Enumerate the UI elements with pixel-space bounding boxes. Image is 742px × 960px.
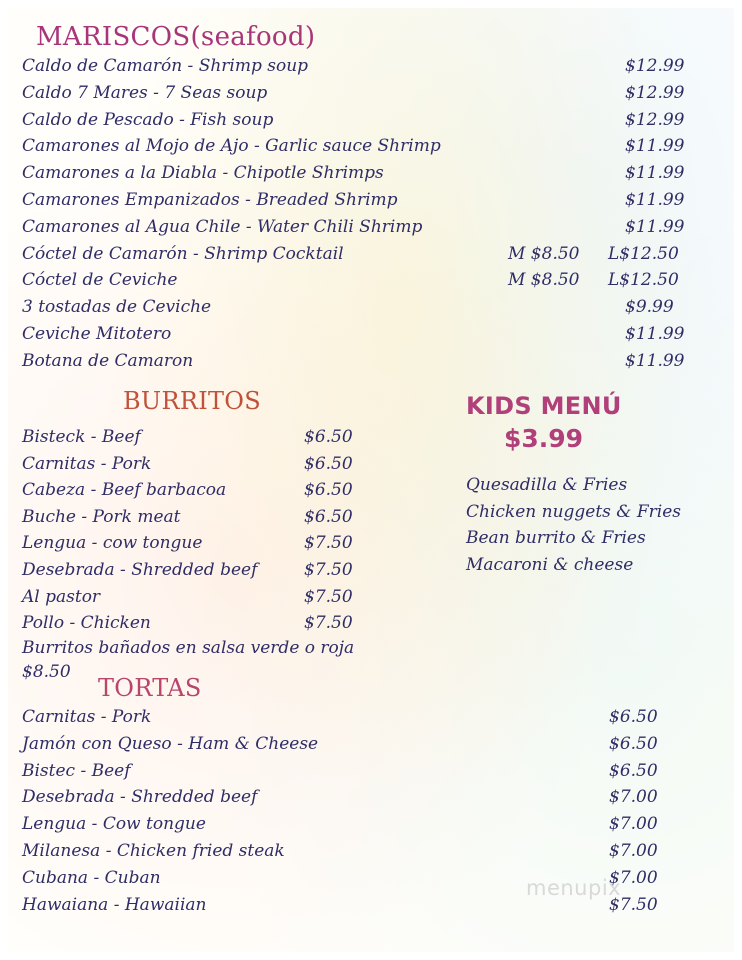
item-name: Desebrada - Shredded beef: [22, 560, 258, 580]
burritos-item: [22, 427, 367, 454]
tortas-item: [22, 707, 712, 734]
item-price: $11.99: [625, 163, 685, 184]
burritos-special-price: $8.50: [22, 662, 71, 682]
tortas-item: [22, 814, 712, 841]
item-name: Bistec - Beef: [22, 760, 131, 781]
burritos-item: [22, 507, 367, 534]
mariscos-item: [22, 163, 712, 190]
tortas-header: TORTAS: [98, 674, 202, 702]
item-name: Macaroni & cheese: [466, 554, 634, 575]
item-price: $6.50: [304, 427, 353, 447]
item-name: Jamón con Queso - Ham & Cheese: [22, 733, 319, 754]
item-price: $12.99: [625, 56, 685, 76]
mariscos-item: [22, 324, 712, 351]
item-price: $6.50: [609, 733, 658, 754]
item-price-large: L$12.50: [608, 243, 679, 264]
item-price: $7.50: [304, 560, 353, 580]
item-name: Chicken nuggets & Fries: [466, 501, 681, 522]
item-name: Pollo - Chicken: [22, 613, 151, 634]
kids-menu-header: KIDS MENÚ: [466, 392, 622, 420]
item-price-medium: M $8.50: [508, 243, 580, 264]
item-price: $11.99: [625, 190, 685, 210]
mariscos-item: [22, 136, 712, 163]
item-name: Bean burrito & Fries: [466, 528, 646, 548]
item-name: Milanesa - Chicken fried steak: [22, 841, 285, 861]
item-name: Camarones al Mojo de Ajo - Garlic sauce Shrimp: [22, 136, 441, 157]
mariscos-item: [22, 351, 712, 378]
item-price: $11.99: [625, 350, 685, 371]
burritos-item: [22, 454, 367, 481]
item-name: Cubana - Cuban: [22, 867, 161, 888]
burritos-special-name: Burritos bañados en salsa verde o roja: [22, 638, 355, 658]
item-name: Lengua - Cow tongue: [22, 814, 206, 835]
item-price: $7.00: [609, 814, 658, 835]
item-name: Desebrada - Shredded beef: [22, 787, 258, 808]
menupix-watermark: menupix: [526, 876, 622, 900]
item-price: $12.99: [625, 109, 685, 130]
kids-menu-item: [466, 502, 716, 529]
item-price: $7.50: [609, 894, 658, 915]
item-name: Cabeza - Beef barbacoa: [22, 480, 227, 501]
mariscos-header: MARISCOS(seafood): [36, 22, 316, 52]
item-price: $7.50: [304, 533, 353, 554]
item-name: Caldo de Camarón - Shrimp soup: [22, 56, 309, 76]
item-price: $6.50: [609, 760, 658, 781]
burritos-item: [22, 560, 367, 587]
item-price: $7.50: [304, 586, 353, 607]
burritos-header: BURRITOS: [123, 387, 262, 415]
mariscos-item: [22, 83, 712, 110]
burritos-item: [22, 480, 367, 507]
mariscos-item: [22, 244, 712, 271]
item-name: Camarones al Agua Chile - Water Chili Shrimp: [22, 216, 423, 237]
item-name: Quesadilla & Fries: [466, 475, 628, 495]
item-price: $6.50: [304, 506, 353, 527]
item-name: Carnitas - Pork: [22, 453, 152, 474]
item-name: 3 tostadas de Ceviche: [22, 297, 212, 318]
kids-menu-item: [466, 555, 716, 582]
item-price: $7.00: [609, 867, 658, 888]
kids-menu-item: [466, 528, 716, 555]
item-price: $6.50: [304, 453, 353, 474]
item-price: $6.50: [304, 480, 353, 501]
item-price: $12.99: [625, 82, 685, 103]
item-price-medium: M $8.50: [508, 270, 580, 291]
mariscos-item: [22, 217, 712, 244]
item-name: Ceviche Mitotero: [22, 324, 172, 344]
item-name: Bisteck - Beef: [22, 427, 141, 447]
item-price: $9.99: [625, 297, 674, 318]
item-name: Botana de Camaron: [22, 350, 194, 371]
item-price: $7.50: [304, 613, 353, 634]
burritos-item: [22, 613, 367, 640]
burritos-special-item: [22, 638, 362, 665]
mariscos-item: [22, 270, 712, 297]
item-name: Caldo 7 Mares - 7 Seas soup: [22, 82, 268, 103]
mariscos-item: [22, 110, 712, 137]
item-price: $11.99: [625, 324, 685, 344]
item-name: Camarones Empanizados - Breaded Shrimp: [22, 190, 398, 210]
item-name: Cóctel de Camarón - Shrimp Cocktail: [22, 243, 344, 264]
item-name: Buche - Pork meat: [22, 506, 181, 527]
burritos-item: [22, 587, 367, 614]
mariscos-item: [22, 56, 712, 83]
item-price-large: L$12.50: [608, 270, 679, 291]
item-name: Lengua - cow tongue: [22, 533, 203, 554]
tortas-item: [22, 761, 712, 788]
item-name: Hawaiana - Hawaiian: [22, 894, 207, 915]
tortas-item: [22, 734, 712, 761]
mariscos-item: [22, 297, 712, 324]
mariscos-item: [22, 190, 712, 217]
tortas-item: [22, 787, 712, 814]
item-price: $7.00: [609, 841, 658, 861]
item-name: Camarones a la Diabla - Chipotle Shrimps: [22, 163, 384, 184]
burritos-item: [22, 533, 367, 560]
tortas-item: [22, 841, 712, 868]
item-price: $7.00: [609, 787, 658, 808]
item-price: $11.99: [625, 136, 685, 157]
item-price: $6.50: [609, 707, 658, 727]
kids-menu-item: [466, 475, 716, 502]
item-name: Caldo de Pescado - Fish soup: [22, 109, 274, 130]
item-name: Carnitas - Pork: [22, 707, 152, 727]
item-name: Al pastor: [22, 586, 101, 607]
item-name: Cóctel de Ceviche: [22, 270, 178, 291]
item-price: $11.99: [625, 216, 685, 237]
kids-menu-price: $3.99: [504, 424, 584, 453]
